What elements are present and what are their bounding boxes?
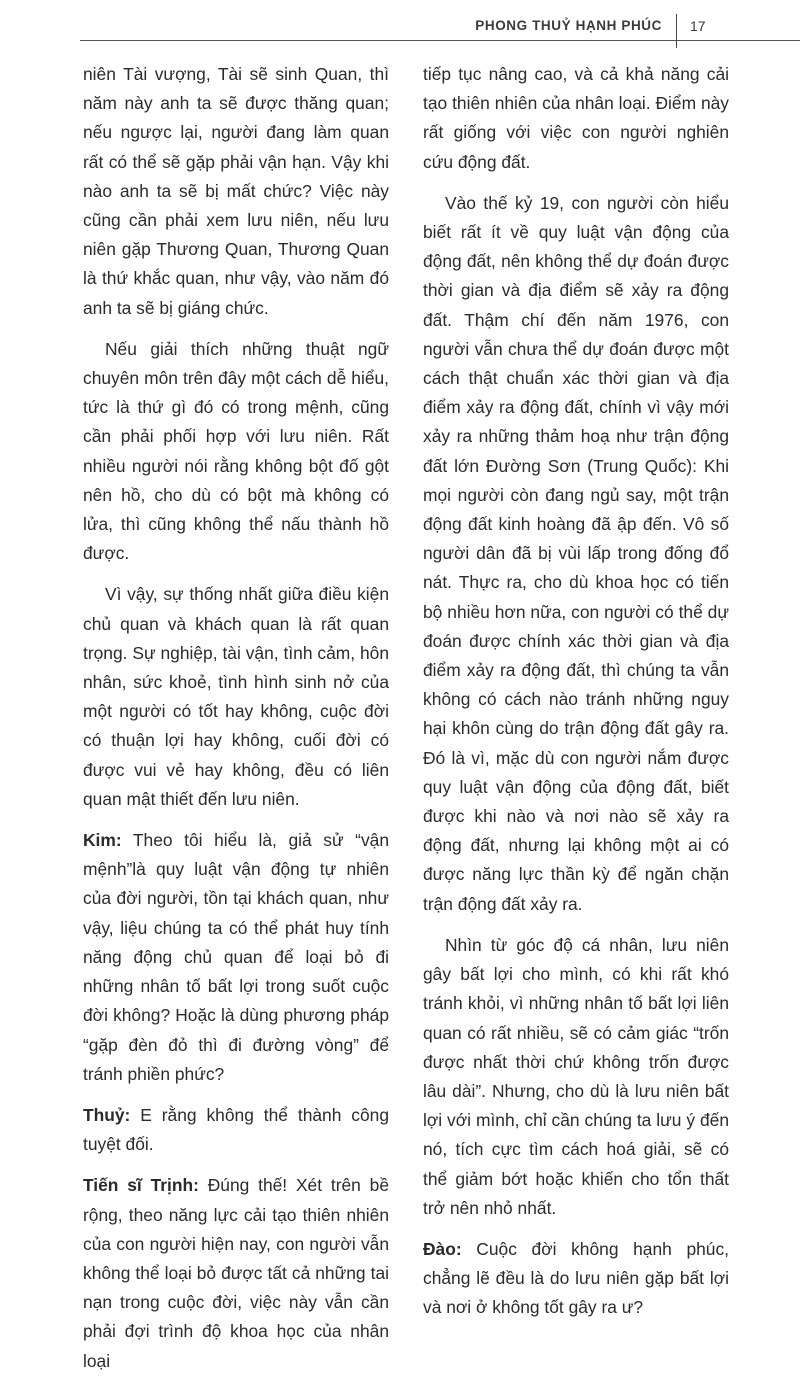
page-header [0,0,800,50]
dialogue-text: E rằng không thể thành công tuyệt đối. [83,1104,389,1155]
speaker-kim: Kim: [83,830,122,851]
page-number: 17 [690,18,706,34]
running-title: PHONG THUỶ HẠNH PHÚC [475,18,662,33]
dialogue-kim [83,826,389,1089]
left-column [83,60,389,1388]
header-rule [80,40,800,41]
dialogue-text: Theo tôi hiểu là, giả sử “vận mệnh”là quy luật vận động tự nhiên của đời người, tồn tại khách quan, như vậy, liệu chúng ta có thể phát huy tính năng động chủ quan để loại bỏ đi những nhân tố bất lợi trong suốt cuộc đời không? Hoặc là dùng phương pháp “gặp đèn đỏ thì đi đường vòng” để tránh phiền phức? [83,830,389,1084]
speaker-dao: Đào: [423,1238,462,1259]
header-separator [676,14,677,48]
speaker-thuy: Thuỷ: [83,1104,131,1125]
dialogue-text: Đúng thế! Xét trên bề rộng, theo năng lực cải tạo thiên nhiên của con người hiện nay, con người vẫn không thể loại bỏ được tất cả những tai nạn trong cuộc đời, việc này vẫn cần phải đợi trình độ khoa học của nhân loại [83,1175,389,1371]
dialogue-dao [423,1235,729,1323]
dialogue-thuy [83,1101,389,1159]
paragraph: Nhìn từ góc độ cá nhân, lưu niên gây bất lợi cho mình, có khi rất khó tránh khỏi, vì những nhân tố bất lợi liên quan có rất nhiều, sẽ có cảm giác “trốn được nhất thời chứ không trốn được lâu dài”. Nhưng, cho dù là lưu niên bất lợi với mình, chỉ cần chúng ta lưu ý đến nó, tích cực tìm cách hoá giải, sẽ có thể giảm bớt hoặc khiến cho tổn thất trở nên nhỏ nhất. [423,934,729,1218]
paragraph: Vì vậy, sự thống nhất giữa điều kiện chủ quan và khách quan là rất quan trọng. Sự nghiệp, tài vận, tình cảm, hôn nhân, sức khoẻ, tình hình sinh nở của một người có tốt hay không, cuộc đời có thuận lợi hay không, cuối đời có được vui vẻ hay không, đều có liên quan mật thiết đến lưu niên. [83,584,389,809]
paragraph: Nếu giải thích những thuật ngữ chuyên môn trên đây một cách dễ hiểu, tức là thứ gì đó có trong mệnh, cũng cần phải phối hợp với lưu niên. Rất nhiều người nói rằng không bột đố gột nên hồ, cho dù có bột mà không có lửa, thì cũng không thể nấu thành hồ được. [83,338,389,564]
speaker-trinh: Tiến sĩ Trịnh: [83,1175,199,1196]
dialogue-trinh [83,1171,389,1375]
right-column [423,60,729,1335]
paragraph: Vào thế kỷ 19, con người còn hiểu biết rất ít về quy luật vận động của động đất, nên không thể dự đoán được thời gian và địa điểm sẽ xảy ra động đất. Thậm chí đến năm 1976, con người vẫn chưa thể dự đoán được một cách thật chuẩn xác thời gian và địa điểm xảy ra động đất, chính vì vậy mới xảy ra những thảm hoạ như trận động đất lớn Đường Sơn (Trung Quốc): Khi mọi người còn đang ngủ say, một trận động đất kinh hoàng đã ập đến. Vô số người dân đã bị vùi lấp trong đống đổ nát. Thực ra, cho dù khoa học có tiến bộ nhiều hơn nữa, con người có thể dự đoán được chính xác thời gian và địa điểm xảy ra động đất, thì chúng ta vẫn không có cách nào tránh những nguy hại khôn cùng do trận động đất gây ra. Đó là vì, mặc dù con người nắm được quy luật vận động của động đất, biết được khi nào và nơi nào sẽ xảy ra động đất, nhưng lại không một ai có được năng lực thần kỳ để ngăn chặn trận động đất xảy ra. [423,192,729,914]
paragraph-continued: niên Tài vượng, Tài sẽ sinh Quan, thì năm này anh ta sẽ được thăng quan; nếu ngược lại, người đang làm quan rất có thể sẽ gặp phải vận hạn. Vậy khi nào anh ta sẽ bị mất chức? Việc này cũng cần phải xem lưu niên, nếu lưu niên gặp Thương Quan, Thương Quan là thứ khắc quan, như vậy, vào năm đó anh ta sẽ bị giáng chức. [83,64,389,318]
dialogue-text: Cuộc đời không hạnh phúc, chẳng lẽ đều là do lưu niên gặp bất lợi và nơi ở không tốt gây ra ư? [423,1238,729,1318]
paragraph-continued: tiếp tục nâng cao, và cả khả năng cải tạo thiên nhiên của nhân loại. Điểm này rất giống với việc con người nghiên cứu động đất. [423,64,729,172]
